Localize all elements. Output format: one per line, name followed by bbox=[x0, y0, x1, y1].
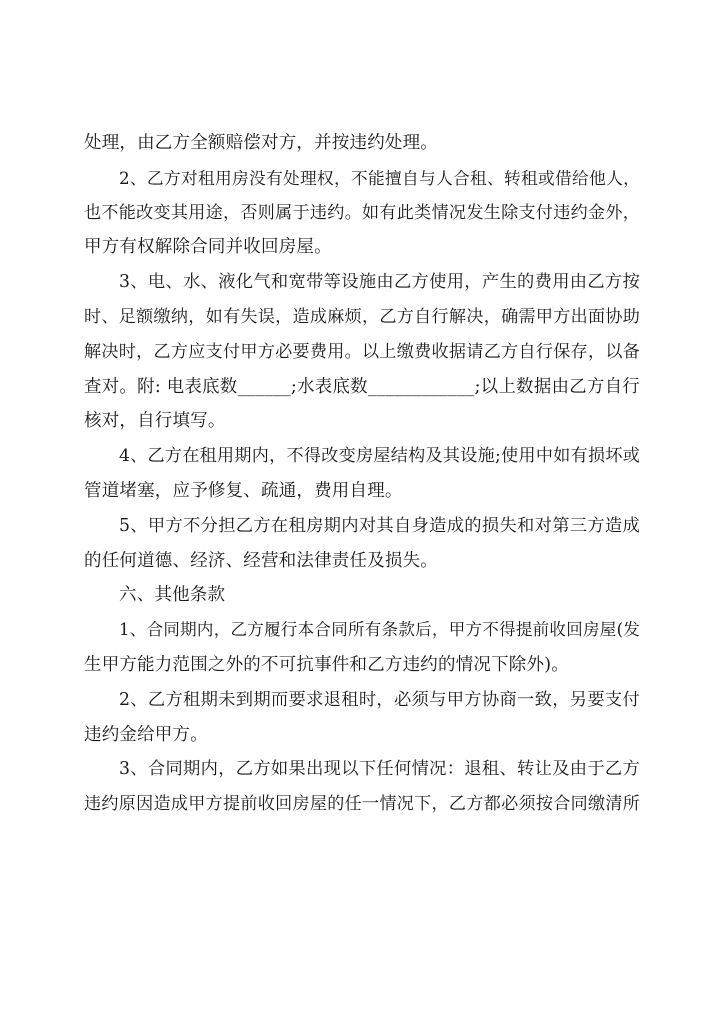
text-line: 生甲方能力范围之外的不可抗事件和乙方违约的情况下除外)。 bbox=[84, 654, 569, 675]
text-line: 的任何道德、经济、经营和法律责任及损失。 bbox=[84, 550, 438, 571]
text-line: 核对，自行填写。 bbox=[84, 411, 226, 432]
text-line: 1、合同期内，乙方履行本合同所有条款后，甲方不得提前收回房屋(发 bbox=[119, 620, 640, 640]
document-page bbox=[84, 126, 640, 822]
text-line: 违约原因造成甲方提前收回房屋的任一情况下，乙方都必须按合同缴清所 bbox=[84, 794, 640, 815]
section-heading: 六、其他条款 bbox=[119, 585, 226, 606]
text-line: 2、乙方对租用房没有处理权，不能擅自与人合租、转租或借给他人， bbox=[119, 167, 640, 188]
text-line: 4、乙方在租用期内，不得改变房屋结构及其设施;使用中如有损坏或 bbox=[119, 446, 640, 467]
text-line: 3、合同期内，乙方如果出现以下任何情况：退租、转让及由于乙方 bbox=[119, 759, 640, 780]
text-line: 处理，由乙方全额赔偿对方，并按违约处理。 bbox=[84, 133, 438, 153]
text-line: 时、足额缴纳，如有失误，造成麻烦，乙方自行解决，确需甲方出面协助 bbox=[84, 306, 640, 327]
text-line: 2、乙方租期未到期而要求退租时，必须与甲方协商一致，另要支付 bbox=[119, 689, 640, 710]
text-line: 查对。附: 电表底数______;水表底数____________;以上数据由乙方自行 bbox=[84, 376, 640, 397]
text-line: 违约金给甲方。 bbox=[84, 724, 208, 745]
text-line: 也不能改变其用途，否则属于违约。如有此类情况发生除支付违约金外， bbox=[84, 202, 640, 223]
text-line: 解决时，乙方应支付甲方必要费用。以上缴费收据请乙方自行保存，以备 bbox=[84, 341, 640, 362]
text-line: 管道堵塞，应予修复、疏通，费用自理。 bbox=[84, 480, 403, 501]
text-line: 5、甲方不分担乙方在租房期内对其自身造成的损失和对第三方造成 bbox=[119, 515, 640, 536]
text-line: 甲方有权解除合同并收回房屋。 bbox=[84, 237, 332, 258]
text-line: 3、电、水、液化气和宽带等设施由乙方使用，产生的费用由乙方按 bbox=[119, 272, 640, 293]
